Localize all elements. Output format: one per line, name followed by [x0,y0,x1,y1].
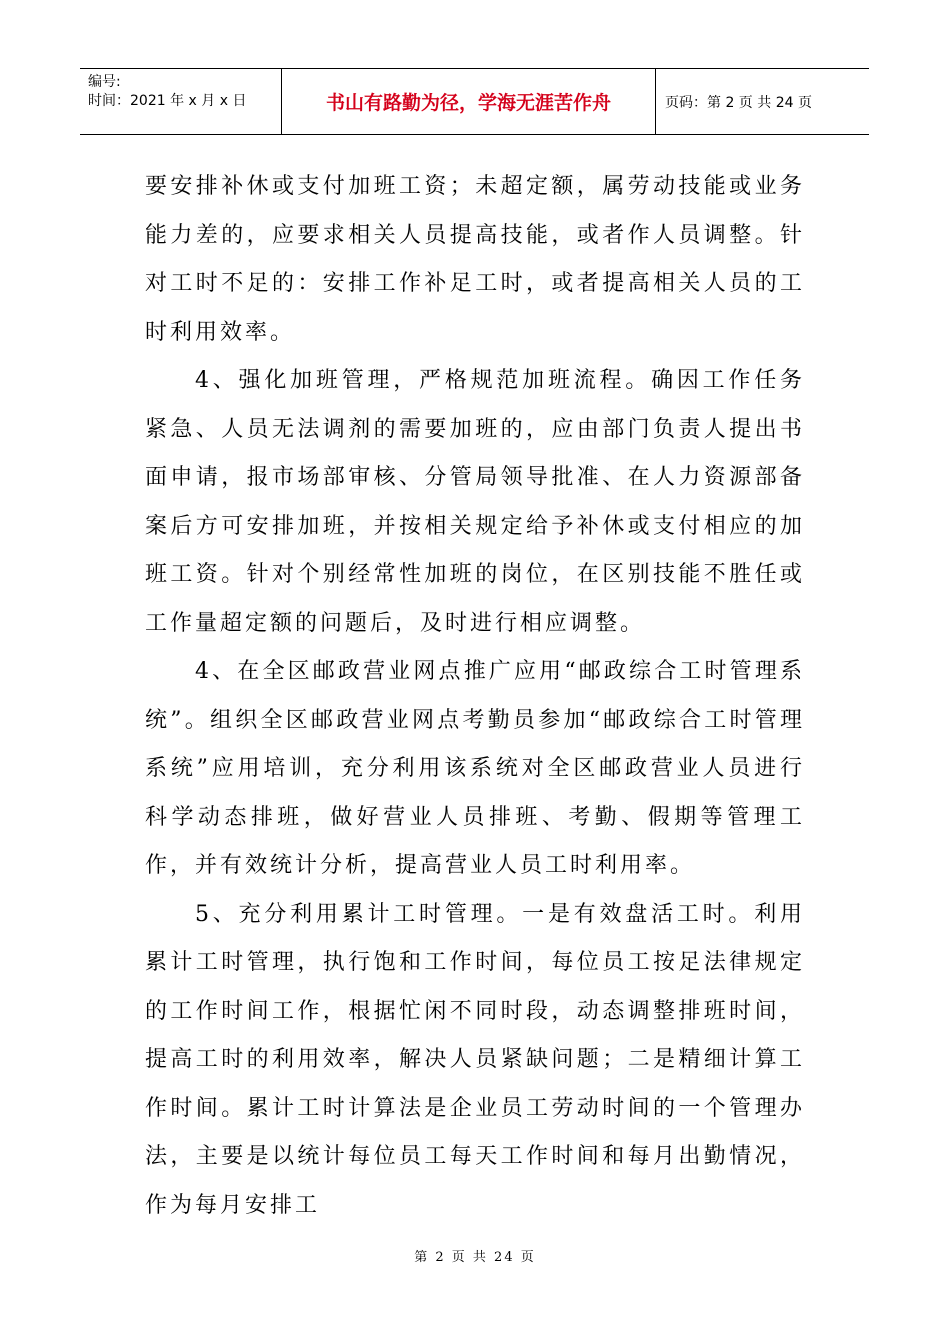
paragraph-continuation: 要安排补休或支付加班工资；未超定额，属劳动技能或业务能力差的，应要求相关人员提高技能，或者作人员调整。针对工时不足的：安排工作补足工时，或者提高相关人员的工时利用效率。 [145,174,805,345]
header-meta [80,69,281,134]
document-number-label: 编号: [88,74,121,90]
paragraph-overtime-management: 4、强化加班管理，严格规范加班流程。确因工作任务紧急、人员无法调剂的需要加班的，应由部门负责人提出书面申请，报市场部审核、分管局领导批准、在人力资源部备案后方可安排加班，并按相关规定给予补休或支付相应的加班工资。针对个别经常性加班的岗位，在区别技能不胜任或工作量超定额的问题后，及时进行相应调整。 [145,368,805,636]
paragraph-timekeeping-system: 4、在全区邮政营业网点推广应用“邮政综合工时管理系统”。组织全区邮政营业网点考勤员参加“邮政综合工时管理系统”应用培训，充分利用该系统对全区邮政营业人员进行科学动态排班，做好营业人员排班、考勤、假期等管理工作，并有效统计分析，提高营业人员工时利用率。 [145,659,805,878]
page-footer: 第 2 页 共 24 页 [414,1250,536,1265]
header-page-info: 页码：第 2 页 共 24 页 [665,94,812,111]
document-body [145,163,805,1230]
document-date: 时间：2021 年 x 月 x 日 [88,93,247,109]
page-header [80,68,869,135]
header-motto: 书山有路勤为径，学海无涯苦作舟 [281,69,656,134]
paragraph-cumulative-hours: 5、充分利用累计工时管理。一是有效盘活工时。利用累计工时管理，执行饱和工作时间，每位员工按足法律规定的工作时间工作，根据忙闲不同时段，动态调整排班时间，提高工时的利用效率，解决人员紧缺问题；二是精细计算工作时间。累计工时计算法是企业员工劳动时间的一个管理办法，主要是以统计每位员工每天工作时间和每月出勤情况，作为每月安排工 [145,901,805,1218]
